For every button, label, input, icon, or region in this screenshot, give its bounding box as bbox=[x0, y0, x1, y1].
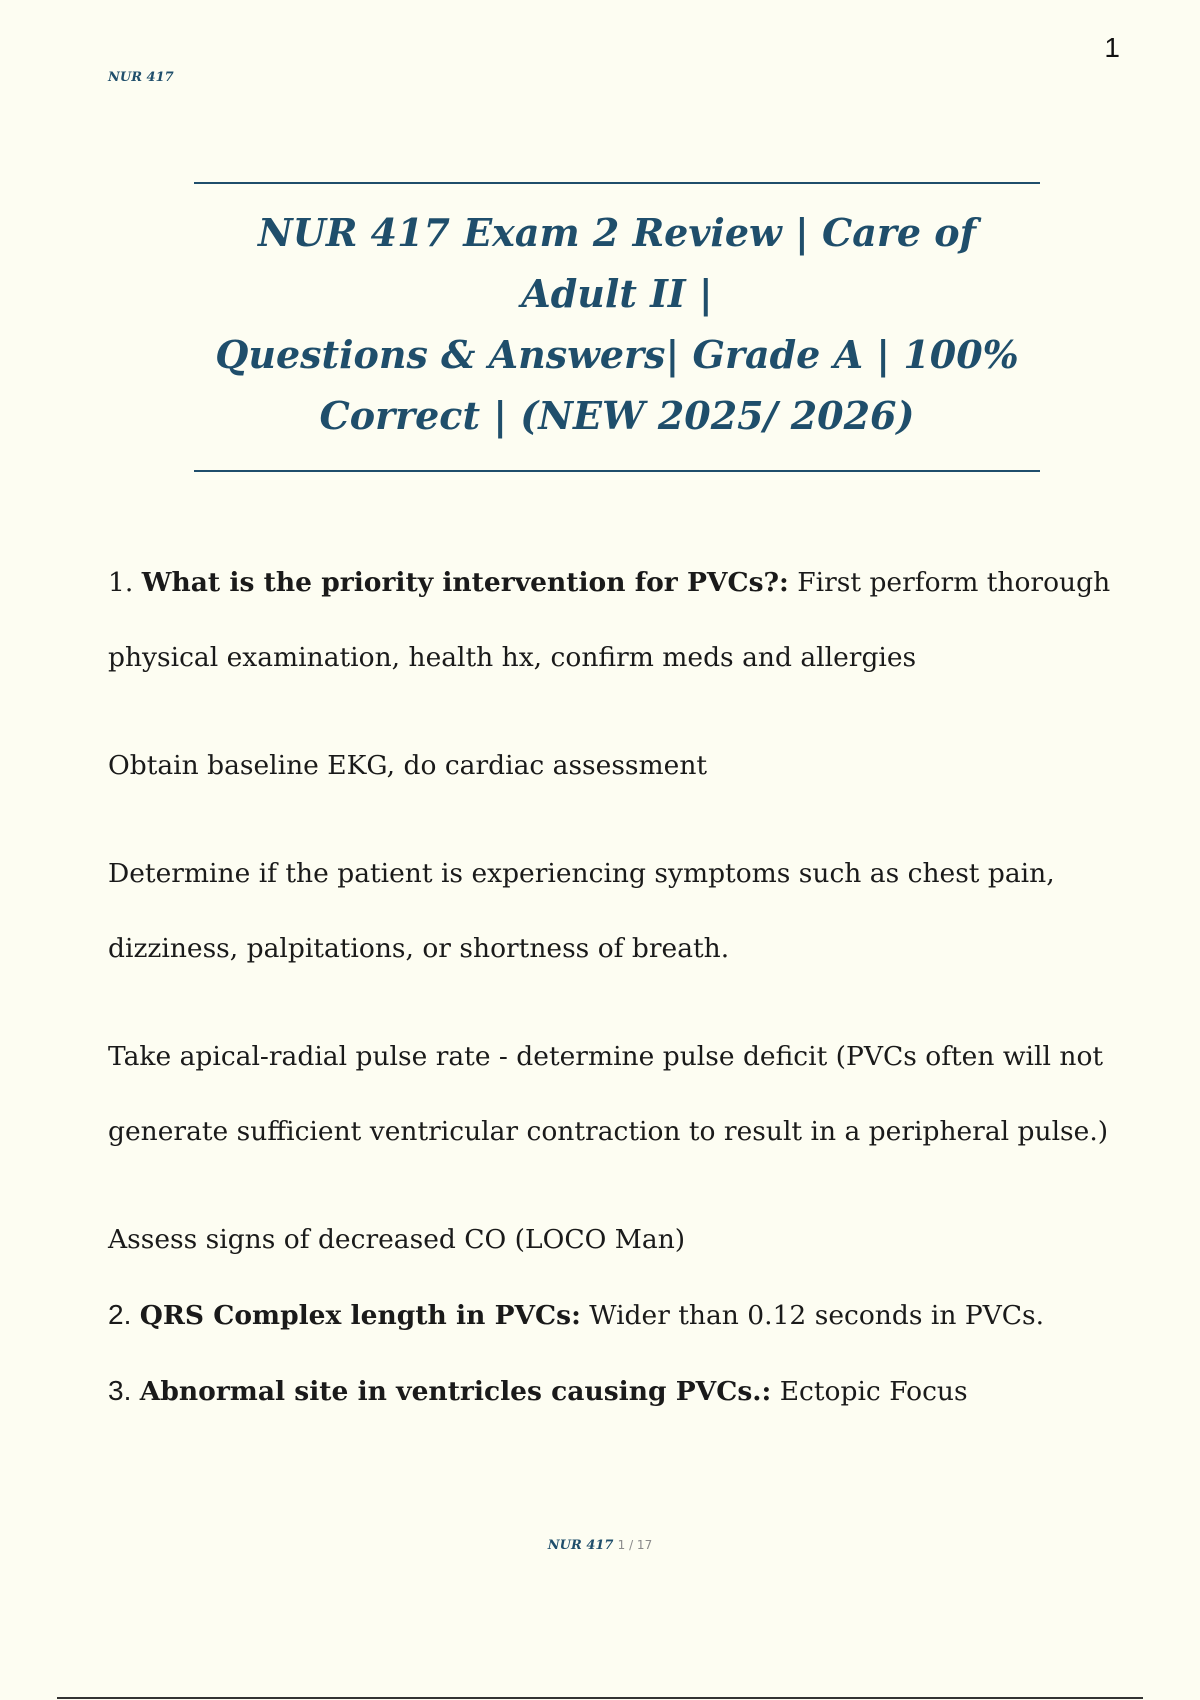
header-label: NUR 417 bbox=[108, 70, 174, 85]
page-number: 1 bbox=[1104, 32, 1120, 63]
document-title bbox=[194, 202, 1040, 446]
bottom-rule bbox=[57, 1697, 1143, 1699]
question-text: What is the priority intervention for PVCs?: bbox=[141, 567, 789, 598]
footer-brand: NUR 417 bbox=[547, 1538, 614, 1553]
question-text: Abnormal site in ventricles causing PVCs.: bbox=[139, 1376, 772, 1407]
answer-paragraph: Take apical-radial pulse rate - determine pulse deficit (PVCs often will not generate sufficient ventricular contraction to result in a peripheral pulse.) bbox=[108, 1041, 1109, 1147]
qa-content bbox=[108, 545, 1128, 1429]
answer-paragraph: Determine if the patient is experiencing symptoms such as chest pain, dizziness, palpitations, or shortness of breath. bbox=[108, 858, 1055, 964]
question-text: QRS Complex length in PVCs: bbox=[139, 1300, 581, 1331]
answer-paragraph: Obtain baseline EKG, do cardiac assessment bbox=[108, 750, 708, 781]
question-2 bbox=[108, 1277, 1128, 1353]
title-line-3: Correct | (NEW 2025/ 2026) bbox=[319, 393, 915, 438]
title-top-rule bbox=[194, 182, 1040, 184]
answer-paragraph: Assess signs of decreased CO (LOCO Man) bbox=[108, 1224, 686, 1255]
title-line-1: NUR 417 Exam 2 Review | Care of Adult II | bbox=[257, 210, 976, 316]
title-line-2: Questions & Answers| Grade A | 100% bbox=[215, 332, 1019, 377]
question-number: 3. bbox=[108, 1375, 132, 1406]
answer-text: Wider than 0.12 seconds in PVCs. bbox=[589, 1300, 1045, 1331]
footer-page-count: 1 / 17 bbox=[617, 1538, 653, 1552]
question-number: 1. bbox=[108, 567, 134, 598]
title-block bbox=[194, 182, 1040, 472]
footer bbox=[0, 1538, 1200, 1553]
question-3 bbox=[108, 1353, 1128, 1429]
question-number: 2. bbox=[108, 1299, 132, 1330]
answer-text: Ectopic Focus bbox=[779, 1376, 968, 1407]
question-1 bbox=[108, 545, 1128, 695]
answer-text: First perform thorough physical examination, health hx, confirm meds and allergies bbox=[108, 567, 1111, 673]
title-bottom-rule bbox=[194, 470, 1040, 472]
